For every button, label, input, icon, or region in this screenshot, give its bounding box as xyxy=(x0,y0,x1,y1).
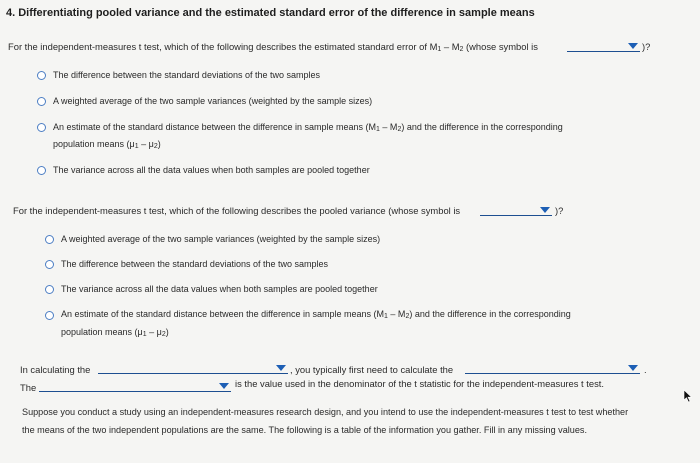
chevron-down-icon xyxy=(628,365,638,371)
study-text-line-2: the means of the two independent populations are the same. The following is a table of the information you gather. Fill in any missing values. xyxy=(22,425,587,435)
q2-option-1-radio[interactable] xyxy=(45,235,54,244)
q1-option-3-radio[interactable] xyxy=(37,123,46,132)
q2-option-2-radio[interactable] xyxy=(45,260,54,269)
fill-dropdown-3[interactable] xyxy=(39,381,231,392)
q1-option-2-radio[interactable] xyxy=(37,97,46,106)
chevron-down-icon xyxy=(219,383,229,389)
q2-suffix: )? xyxy=(555,205,564,216)
fill-line-2-prefix: The xyxy=(20,382,37,393)
q2-option-1-label[interactable]: A weighted average of the two sample variances (weighted by the sample sizes) xyxy=(61,234,381,244)
q1-option-1-radio[interactable] xyxy=(37,71,46,80)
question-1-text: For the independent-measures t test, which of the following describes the estimated standard error of M1 – M2 (whose symbol is xyxy=(8,41,538,53)
chevron-down-icon xyxy=(276,365,286,371)
q1-option-4-label[interactable]: The variance across all the data values when both samples are pooled together xyxy=(53,165,370,175)
q1-symbol-dropdown[interactable] xyxy=(567,41,640,52)
fill-line-1-mid: , you typically first need to calculate the xyxy=(290,364,454,375)
q2-option-4-label-line2: population means (μ1 – μ2) xyxy=(61,327,169,338)
q1-option-3-label[interactable]: An estimate of the standard distance between the difference in sample means (M1 – M2) and the difference in the corresponding xyxy=(53,122,563,133)
mouse-pointer-icon xyxy=(683,389,693,403)
fill-line-2-mid: is the value used in the denominator of the t statistic for the independent-measures t test. xyxy=(235,378,604,389)
fill-line-1-prefix: In calculating the xyxy=(20,364,91,375)
fill-dropdown-2[interactable] xyxy=(465,363,640,374)
q1-option-3-label-line2: population means (μ1 – μ2) xyxy=(53,139,161,150)
q1-option-1-label[interactable]: The difference between the standard deviations of the two samples xyxy=(53,70,320,80)
q2-option-4-radio[interactable] xyxy=(45,311,54,320)
study-text-line-1: Suppose you conduct a study using an independent-measures research design, and you intend to use the independent-measures t test to test whether xyxy=(22,407,629,417)
chevron-down-icon xyxy=(540,207,550,213)
q1-option-2-label[interactable]: A weighted average of the two sample variances (weighted by the sample sizes) xyxy=(53,96,373,106)
question-2-text: For the independent-measures t test, which of the following describes the pooled variance (whose symbol is xyxy=(13,205,461,216)
fill-dropdown-1[interactable] xyxy=(98,363,288,374)
q2-option-3-radio[interactable] xyxy=(45,285,54,294)
q1-option-4-radio[interactable] xyxy=(37,166,46,175)
q2-option-4-label[interactable]: An estimate of the standard distance between the difference in sample means (M1 – M2) and the difference in the corresponding xyxy=(61,309,571,320)
q2-symbol-dropdown[interactable] xyxy=(480,205,552,216)
section-title: 4. Differentiating pooled variance and the estimated standard error of the difference in sample means xyxy=(6,7,535,19)
q2-option-2-label[interactable]: The difference between the standard deviations of the two samples xyxy=(61,259,328,269)
fill-line-1-end: . xyxy=(644,364,647,375)
q1-suffix: )? xyxy=(642,41,651,52)
chevron-down-icon xyxy=(628,43,638,49)
q2-option-3-label[interactable]: The variance across all the data values when both samples are pooled together xyxy=(61,284,378,294)
